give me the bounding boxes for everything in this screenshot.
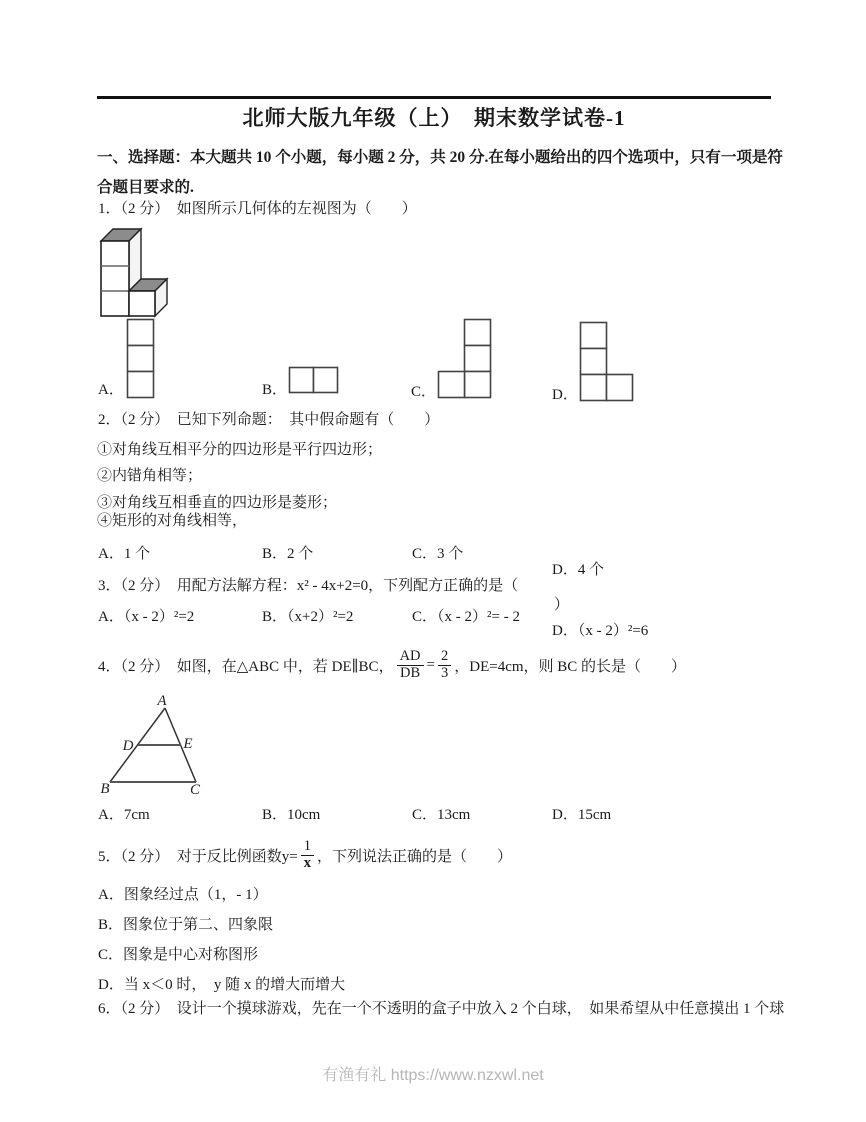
q5-stem-text-1: 5．（2 分） 对于反比例函数y=: [98, 848, 298, 865]
q5-fraction-denominator: x: [303, 854, 311, 871]
q2-option-c: C．3 个: [412, 546, 464, 562]
q4-fraction-two-thirds: [438, 649, 451, 682]
q2-proposition-3: ③对角线互相垂直的四边形是菱形；: [97, 495, 338, 511]
triangle-vertex-b-label: B: [100, 781, 110, 797]
q2-stem: 2．（2 分） 已知下列命题： 其中假命题有（ ）: [98, 412, 440, 428]
q2-option-d: D．4 个: [552, 562, 605, 578]
cube-stack-figure: [95, 222, 173, 325]
q2-option-a: A．1 个: [98, 546, 151, 562]
top-rule: [97, 96, 771, 99]
triangle-vertex-c-label: C: [189, 782, 201, 798]
q4-stem-text-2: ，DE=4cm，则 BC 的长是（ ）: [454, 658, 687, 675]
q3-option-d: D．（x - 2）²=6: [552, 623, 649, 639]
q4-fraction-numerator: 2: [438, 649, 451, 666]
q2-proposition-1: ①对角线互相平分的四边形是平行四边形；: [97, 442, 383, 458]
q4-option-a: A．7cm: [98, 807, 150, 823]
q1-option-a-label: A．: [98, 382, 124, 398]
triangle-vertex-a-label: A: [157, 694, 167, 709]
q4-fraction-ad-db: [397, 649, 424, 682]
q1-option-d-label: D．: [552, 387, 578, 403]
q4-fraction-denominator: DB: [399, 664, 421, 681]
q5-fraction-numerator: 1: [301, 839, 314, 856]
q2-option-b: B．2 个: [262, 546, 314, 562]
q5-fraction-one-over-x: [301, 839, 314, 872]
q4-equals-sign: =: [426, 656, 435, 673]
q1-option-c-label: C．: [411, 384, 437, 400]
q1-option-d-figure: [578, 321, 635, 407]
q4-option-b: B．10cm: [262, 807, 321, 823]
footer-watermark: 有渔有礼 https://www.nzxwl.net: [322, 1067, 544, 1084]
q5-option-d: D．当 x＜0 时， y 随 x 的增大而增大: [98, 977, 346, 993]
q5-stem: [98, 836, 512, 874]
q2-proposition-2: ②内错角相等；: [97, 468, 203, 484]
q1-option-a-figure: [126, 318, 156, 404]
q1-option-c-figure: [436, 318, 493, 404]
q4-stem: [98, 646, 686, 684]
q1-option-b-label: B．: [262, 382, 288, 398]
q6-stem: 6．（2 分） 设计一个摸球游戏，先在一个不透明的盒子中放入 2 个白球， 如果希望从中任意摸出 1 个球: [98, 1001, 785, 1017]
q2-proposition-4: ④矩形的对角线相等，: [97, 513, 248, 529]
q5-option-b: B．图象位于第二、四象限: [98, 917, 274, 933]
q3-option-b: B．（x+2）²=2: [262, 609, 354, 625]
q5-option-c: C．图象是中心对称图形: [98, 947, 259, 963]
section-heading-line-1: 一、选择题：本大题共 10 个小题，每小题 2 分，共 20 分.在每小题给出的四个选项中，只有一项是符: [97, 149, 783, 166]
q4-option-c: C．13cm: [412, 807, 471, 823]
triangle-figure: [96, 694, 208, 803]
q4-option-d: D．15cm: [552, 807, 612, 823]
q1-option-b-figure: [288, 366, 339, 399]
q4-fraction-denominator: 3: [441, 664, 449, 681]
q1-stem: 1．（2 分） 如图所示几何体的左视图为（ ）: [98, 201, 417, 217]
q4-stem-text-1: 4．（2 分） 如图，在△ABC 中，若 DE∥BC，: [98, 658, 394, 675]
q4-fraction-numerator: AD: [397, 649, 424, 666]
triangle-point-d-label: D: [122, 738, 134, 754]
page-title: 北师大版九年级（上） 期末数学试卷-1: [242, 106, 626, 130]
q3-option-c: C．（x - 2）²= - 2: [412, 609, 520, 625]
q3-close-paren: ）: [554, 597, 570, 613]
triangle-point-e-label: E: [183, 736, 193, 752]
q3-option-a: A．（x - 2）²=2: [98, 609, 195, 625]
q3-stem: 3．（2 分） 用配方法解方程：x² - 4x+2=0，下列配方正确的是（: [98, 578, 519, 594]
q5-stem-text-2: ，下列说法正确的是（ ）: [316, 848, 512, 865]
q5-option-a: A．图象经过点（1，- 1）: [98, 887, 268, 903]
section-heading-line-2: 合题目要求的.: [97, 179, 194, 196]
